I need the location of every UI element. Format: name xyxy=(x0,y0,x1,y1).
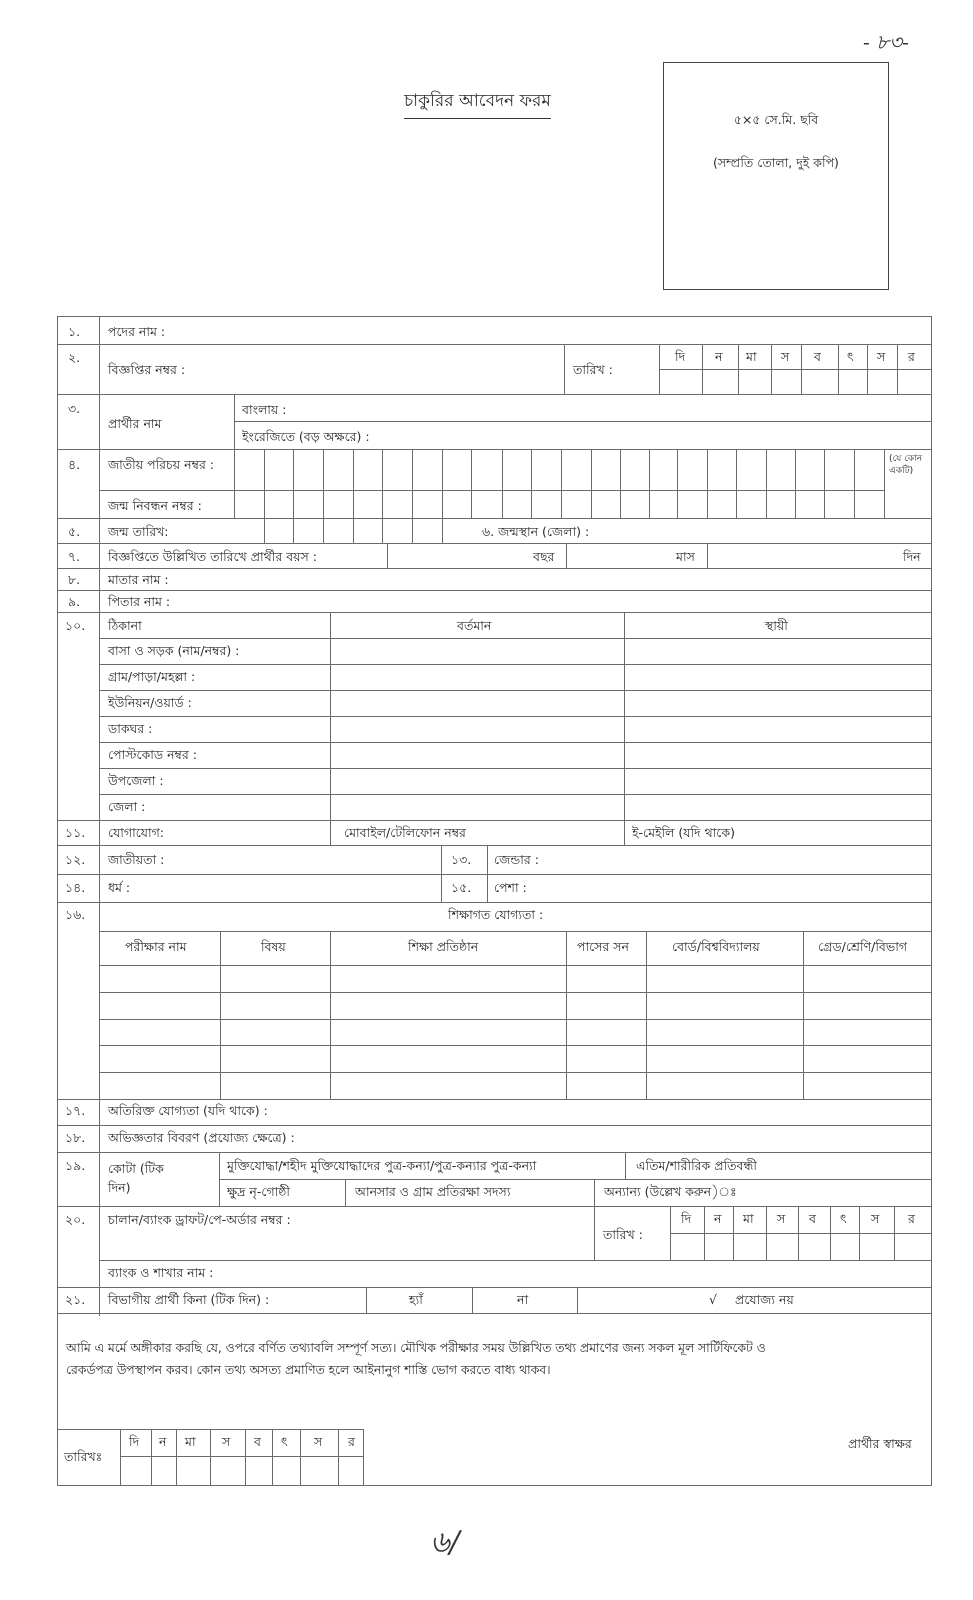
address-field-label: গ্রাম/পাড়া/মহল্লা : xyxy=(108,669,196,684)
date-letter: স xyxy=(222,1434,231,1449)
departmental-no-option[interactable]: না xyxy=(517,1292,529,1307)
birth-registration-label: জন্ম নিবন্ধন নম্বর : xyxy=(108,498,202,513)
post-name-label: পদের নাম : xyxy=(108,324,166,339)
departmental-yes-option[interactable]: হ্যাঁ xyxy=(409,1292,423,1307)
tick-mark: √ xyxy=(709,1292,717,1307)
email-label: ই-মেইলি (যদি থাকে) xyxy=(632,825,735,840)
circular-number-label: বিজ্ঞপ্তির নম্বর : xyxy=(108,362,186,377)
quota-option-orphan-disabled[interactable]: এতিম/শারীরিক প্রতিবন্ধী xyxy=(636,1158,757,1173)
row-12-num: ১২. xyxy=(65,852,86,867)
date-letter: স xyxy=(877,349,886,364)
date-letter: ব xyxy=(809,1211,816,1226)
row-5-num: ৫. xyxy=(68,524,81,539)
education-title: শিক্ষাগত যোগ্যতা : xyxy=(448,907,544,922)
birthplace-label: ৬. জন্মস্থান (জেলা) : xyxy=(482,524,590,539)
row-7-num: ৭. xyxy=(68,549,81,564)
address-field-label: পোস্টকোড নম্বর : xyxy=(108,747,197,762)
mother-name-label: মাতার নাম : xyxy=(108,572,169,587)
address-field-label: বাসা ও সড়ক (নাম/নম্বর) : xyxy=(108,643,240,658)
photo-box[interactable] xyxy=(663,62,889,290)
date-letter: স xyxy=(777,1211,786,1226)
additional-qualification-label: অতিরিক্ত যোগ্যতা (যদি থাকে) : xyxy=(108,1103,268,1118)
date-letter: ব xyxy=(254,1434,261,1449)
challan-number-label: চালান/ব্যাংক ড্রাফট/পে-অর্ডার নম্বর : xyxy=(108,1212,291,1227)
date-letter: মা xyxy=(185,1434,196,1449)
quota-label: কোটা (টিক দিন) xyxy=(108,1161,164,1195)
address-label: ঠিকানা xyxy=(108,618,142,633)
num-col-divider xyxy=(99,316,100,1316)
form-title: চাকুরির আবেদন ফরম xyxy=(404,88,551,119)
education-col-header: গ্রেড/শ্রেণি/বিভাগ xyxy=(818,939,908,954)
age-month-label: মাস xyxy=(676,549,695,564)
date-letter: ৎ xyxy=(847,349,854,364)
row-1-num: ১. xyxy=(68,324,81,339)
date-letter: মা xyxy=(743,1211,754,1226)
quota-option-ethnic-minority[interactable]: ক্ষুদ্র নৃ-গোষ্ঠী xyxy=(227,1184,290,1199)
address-field-label: ইউনিয়ন/ওয়ার্ড : xyxy=(108,695,192,710)
row-21-num: ২১. xyxy=(65,1292,86,1307)
row-3-num: ৩. xyxy=(68,401,81,416)
row-10-num: ১০. xyxy=(65,618,86,633)
gender-label: জেন্ডার : xyxy=(494,852,539,867)
row-2-num: ২. xyxy=(68,350,81,365)
row-14-num: ১৪. xyxy=(65,880,86,895)
departmental-not-applicable-option[interactable]: প্রযোজ্য নয় xyxy=(735,1292,794,1307)
date-of-birth-label: জন্ম তারিখ: xyxy=(108,524,169,539)
applicant-name-label: প্রার্থীর নাম xyxy=(108,416,162,431)
date-letter: দি xyxy=(675,349,686,364)
row-19-num: ১৯. xyxy=(65,1158,86,1173)
education-col-header: বিষয় xyxy=(261,939,286,954)
applicant-signature-area[interactable]: প্রার্থীর স্বাক্ষর xyxy=(848,1436,912,1451)
date-letter: মা xyxy=(746,349,757,364)
date-letter: দি xyxy=(129,1434,140,1449)
name-bangla-label: বাংলায় : xyxy=(242,402,287,417)
photo-size-label: ৫×৫ সে.মি. ছবি xyxy=(733,112,819,127)
row-9-num: ৯. xyxy=(68,594,81,609)
row-18-num: ১৮. xyxy=(65,1130,86,1145)
date-letter: ন xyxy=(714,1211,722,1226)
date-letter: র xyxy=(908,349,915,364)
education-col-header: পাসের সন xyxy=(577,939,629,954)
date-letter: ন xyxy=(159,1434,167,1449)
age-day-label: দিন xyxy=(903,549,921,564)
permanent-address-header: স্থায়ী xyxy=(765,618,788,633)
occupation-label: পেশা : xyxy=(494,880,527,895)
quota-option-freedom-fighter[interactable]: মুক্তিযোদ্ধা/শহীদ মুক্তিযোদ্ধাদের পুত্র-কন্যা/পুত্র-কন্যার পুত্র-কন্যা xyxy=(227,1158,537,1173)
row-20-num: ২০. xyxy=(65,1212,86,1227)
religion-label: ধর্ম : xyxy=(108,880,131,895)
row-15-num: ১৫. xyxy=(451,880,472,895)
row-8-num: ৮. xyxy=(68,572,81,587)
challan-date-label: তারিখ : xyxy=(603,1227,643,1242)
date-letter: ৎ xyxy=(281,1434,288,1449)
experience-label: অভিজ্ঞতার বিবরণ (প্রযোজ্য ক্ষেত্রে) : xyxy=(108,1130,295,1145)
address-field-label: উপজেলা : xyxy=(108,773,164,788)
declaration-line-1: আমি এ মর্মে অঙ্গীকার করছি যে, ওপরে বর্ণিত তথ্যাবলি সম্পূর্ণ সত্য। মৌখিক পরীক্ষার সময় উল্লিখিত তথ্য প্রমাণের জন্য সকল মূল সার্টিফিকেট ও xyxy=(66,1341,766,1355)
departmental-candidate-label: বিভাগীয় প্রার্থী কিনা (টিক দিন) : xyxy=(108,1292,270,1307)
any-one-note: (যে কোন একটি) xyxy=(889,454,923,477)
date-letter: র xyxy=(908,1211,915,1226)
father-name-label: পিতার নাম : xyxy=(108,594,171,609)
education-col-header: বোর্ড/বিশ্ববিদ্যালয় xyxy=(672,939,760,954)
age-year-label: বছর xyxy=(533,549,555,564)
date-letter: ৎ xyxy=(840,1211,847,1226)
photo-note-label: (সম্প্রতি তোলা, দুই কপি) xyxy=(713,155,839,170)
date-letter: দি xyxy=(681,1211,692,1226)
bank-branch-label: ব্যাংক ও শাখার নাম : xyxy=(108,1265,214,1280)
quota-option-ansar-vdp[interactable]: আনসার ও গ্রাম প্রতিরক্ষা সদস্য xyxy=(355,1184,511,1199)
date-letter: স xyxy=(781,349,790,364)
footer-date-label: তারিখঃ xyxy=(64,1449,103,1464)
date-letter: র xyxy=(348,1434,355,1449)
nationality-label: জাতীয়তা : xyxy=(108,852,165,867)
phone-label: মোবাইল/টেলিফোন নম্বর xyxy=(344,825,466,840)
age-label: বিজ্ঞপ্তিতে উল্লিখিত তারিখে প্রার্থীর বয়স : xyxy=(108,549,317,564)
circular-date-label: তারিখ : xyxy=(573,362,613,377)
date-letter: স xyxy=(314,1434,323,1449)
address-field-label: জেলা : xyxy=(108,799,146,814)
quota-option-other[interactable]: অন্যান্য (উল্লেখ করুন)ঃ xyxy=(604,1184,737,1199)
address-field-label: ডাকঘর : xyxy=(108,721,153,736)
present-address-header: বর্তমান xyxy=(457,618,492,633)
page-number-handwritten: - ৮৩- xyxy=(863,30,909,54)
form-frame xyxy=(57,316,932,1486)
education-col-header: শিক্ষা প্রতিষ্ঠান xyxy=(408,939,479,954)
declaration-line-2: রেকর্ডপত্র উপস্থাপন করব। কোন তথ্য অসত্য প্রমাণিত হলে আইনানুগ শাস্তি ভোগ করতে বাধ্য থাকব। xyxy=(66,1363,551,1377)
row-4-num: ৪. xyxy=(68,457,81,472)
contact-label: যোগাযোগ: xyxy=(108,825,164,840)
date-letter: ব xyxy=(814,349,821,364)
row-13-num: ১৩. xyxy=(451,852,472,867)
date-letter: ন xyxy=(715,349,723,364)
row-17-num: ১৭. xyxy=(65,1103,86,1118)
name-english-label: ইংরেজিতে (বড় অক্ষরে) : xyxy=(242,429,370,444)
bottom-handwritten-mark: ৬/ xyxy=(430,1525,460,1560)
row-11-num: ১১. xyxy=(65,825,86,840)
nid-label: জাতীয় পরিচয় নম্বর : xyxy=(108,457,215,472)
education-col-header: পরীক্ষার নাম xyxy=(125,939,187,954)
date-letter: স xyxy=(871,1211,880,1226)
row-16-num: ১৬. xyxy=(65,907,86,922)
